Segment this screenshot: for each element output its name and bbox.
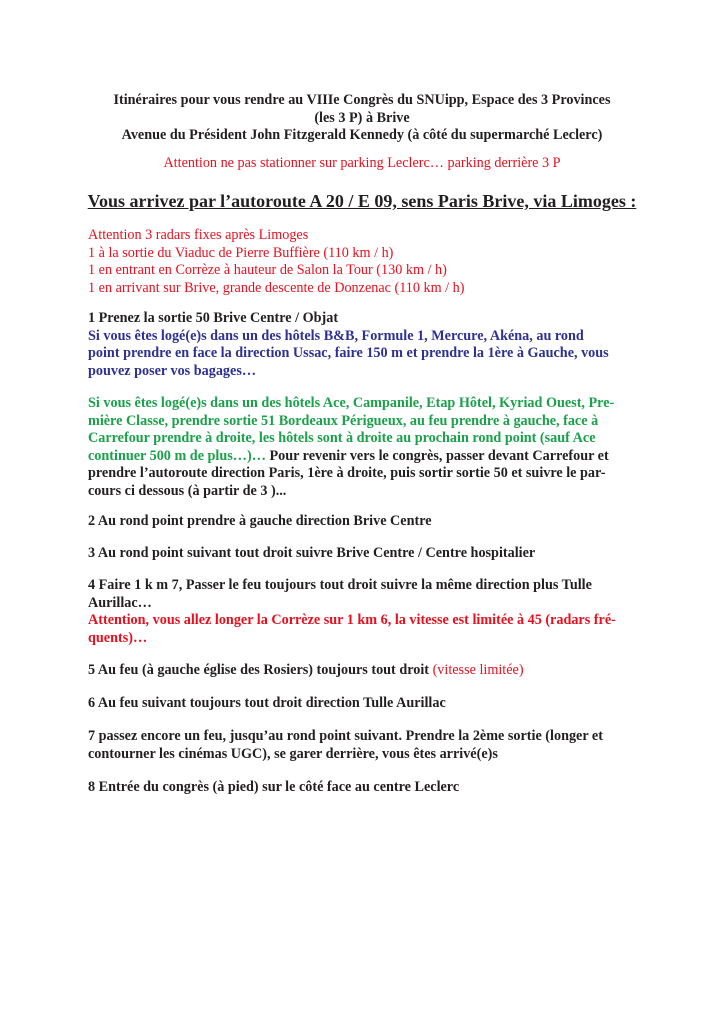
dark-line-1: prendre l’autoroute direction Paris, 1ère à droite, puis sortir sortie 50 et suivre le par-	[88, 465, 606, 481]
title-line-2: (les 3 P) à Brive	[314, 109, 410, 126]
step-1-blue-line-1: Si vous êtes logé(e)s dans un des hôtels B&B, Formule 1, Mercure, Akéna, au rond	[88, 327, 584, 344]
step-7	[88, 728, 636, 763]
radar-line-2: 1 à la sortie du Viaduc de Pierre Buffière (110 km / h)	[88, 244, 394, 261]
step-4	[88, 577, 636, 647]
mixed-line	[88, 448, 636, 466]
step-7-line-2: contourner les cinémas UGC), se garer derrière, vous êtes arrivé(e)s	[88, 745, 498, 762]
dark-line-2: cours ci dessous (à partir de 3 )...	[88, 482, 287, 499]
radar-line-1: Attention 3 radars fixes après Limoges	[88, 227, 309, 243]
step-4-red-line-1: Attention, vous allez longer la Corrèze sur 1 km 6, la vitesse est limitée à 45 (radars fré-	[88, 612, 616, 628]
step-6-text: 6 Au feu suivant toujours tout droit direction Tulle Aurillac	[88, 695, 446, 711]
hotel-alternative-block	[88, 395, 636, 500]
step-5-text: 5 Au feu (à gauche église des Rosiers) toujours tout droit	[88, 662, 433, 678]
step-3	[88, 545, 636, 563]
step-4-line-1: 4 Faire 1 k m 7, Passer le feu toujours tout droit suivre la même direction plus Tulle	[88, 577, 592, 593]
step-5	[88, 662, 636, 680]
green-tail: continuer 500 m de plus…)…	[88, 447, 266, 464]
section-heading-text: Vous arrivez par l’autoroute A 20 / E 09, sens Paris Brive, via Limoges :	[87, 191, 637, 211]
step-8	[88, 779, 636, 797]
step-4-line-2: Aurillac…	[88, 594, 152, 611]
radar-warnings	[88, 227, 636, 297]
step-1	[88, 310, 636, 380]
step-8-text: 8 Entrée du congrès (à pied) sur le côté face au centre Leclerc	[88, 779, 460, 795]
step-3-text: 3 Au rond point suivant tout droit suivre Brive Centre / Centre hospitalier	[88, 545, 536, 561]
title-line-1: Itinéraires pour vous rendre au VIIIe Congrès du SNUipp, Espace des 3 Provinces	[113, 92, 611, 108]
parking-warning-text: Attention ne pas stationner sur parking Leclerc… parking derrière 3 P	[163, 155, 561, 171]
step-1-blue-line-2: point prendre en face la direction Ussac, faire 150 m et prendre la 1ère à Gauche, vous	[88, 345, 609, 361]
step-7-line-1: 7 passez encore un feu, jusqu’au rond point suivant. Prendre la 2ème sortie (longer et	[88, 728, 603, 744]
step-4-red-line-2: quents)…	[88, 629, 148, 646]
step-1-title: 1 Prenez la sortie 50 Brive Centre / Objat	[88, 310, 339, 326]
step-5-red-text: (vitesse limitée)	[432, 662, 524, 678]
radar-line-3: 1 en entrant en Corrèze à hauteur de Salon la Tour (130 km / h)	[88, 262, 447, 278]
step-1-blue-line-3: pouvez poser vos bagages…	[88, 362, 257, 379]
dark-tail: Pour revenir vers le congrès, passer devant Carrefour et	[265, 447, 609, 464]
section-heading	[80, 191, 644, 212]
radar-line-4: 1 en arrivant sur Brive, grande descente de Donzenac (110 km / h)	[88, 279, 465, 296]
document-title	[80, 92, 644, 145]
green-line-3: Carrefour prendre à droite, les hôtels sont à droite au prochain rond point (sauf Ace	[88, 430, 596, 446]
green-line-1: Si vous êtes logé(e)s dans un des hôtels Ace, Campanile, Etap Hôtel, Kyriad Ouest, Pre-	[88, 395, 615, 411]
step-6	[88, 695, 636, 713]
step-2-text: 2 Au rond point prendre à gauche direction Brive Centre	[88, 513, 432, 529]
step-5-line	[88, 662, 636, 680]
step-2	[88, 513, 636, 531]
title-line-3: Avenue du Président John Fitzgerald Kennedy (à côté du supermarché Leclerc)	[121, 127, 603, 143]
green-line-2: mière Classe, prendre sortie 51 Bordeaux Périgueux, au feu prendre à gauche, face à	[88, 412, 599, 429]
parking-warning	[80, 155, 644, 173]
